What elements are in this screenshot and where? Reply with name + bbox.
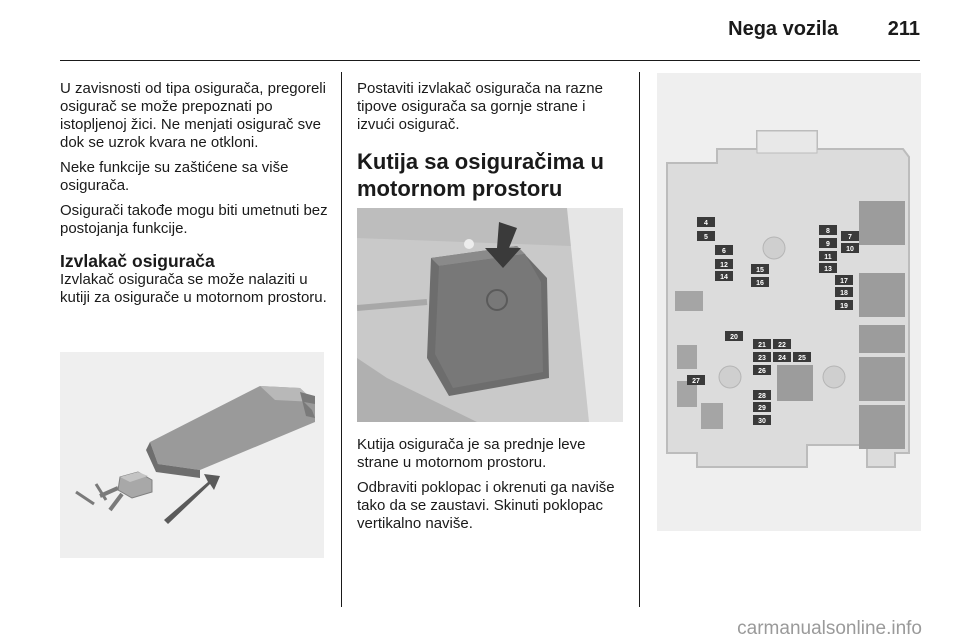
fuse-number-label: 15: [756, 267, 764, 274]
fuse-box-diagram: [657, 73, 921, 531]
middle-column-lower: [357, 436, 623, 540]
section-heading: Kutija sa osiguračima u motornom prostoru: [357, 149, 604, 201]
fuse-number-label: 21: [758, 342, 766, 349]
fuse-number-label: 24: [778, 355, 786, 362]
paragraph: Osigurači takođe mogu biti umetnuti bez postojanja funkcije.: [60, 202, 328, 237]
fuse-number-label: 22: [778, 342, 786, 349]
fuse-number-label: 12: [720, 262, 728, 269]
paragraph: Neke funkcije su zaštićene sa više osigurača.: [60, 159, 289, 194]
left-column: [60, 80, 328, 314]
subheading: Izvlakač osigurača: [60, 251, 215, 271]
fuse-number-label: 5: [704, 234, 708, 241]
section-title: Nega vozila: [728, 18, 839, 40]
middle-column: [357, 80, 623, 214]
paragraph: Kutija osigurača je sa prednje leve strane u motornom prostoru.: [357, 436, 586, 471]
page-number: 211: [887, 18, 920, 40]
header-rule: [60, 60, 920, 61]
fuse-puller-illustration: [60, 352, 324, 558]
paragraph: Postaviti izvlakač osigurača na razne tipove osigurača sa gornje strane i izvući osigurač.: [357, 80, 603, 133]
fuse-number-label: 10: [846, 246, 854, 253]
fuse-number-label: 26: [758, 368, 766, 375]
fuse-number-label: 9: [826, 241, 830, 248]
column-divider-right: [639, 72, 640, 607]
fuse-number-label: 6: [722, 248, 726, 255]
fuse-number-label: 7: [848, 234, 852, 241]
column-divider-left: [341, 72, 342, 607]
fuse-number-label: 16: [756, 280, 764, 287]
fuse-number-label: 8: [826, 228, 830, 235]
fuse-number-label: 13: [824, 266, 832, 273]
fuse-number-label: 25: [798, 355, 806, 362]
watermark: carmanualsonline.info: [737, 618, 922, 639]
page-header: [728, 18, 920, 41]
paragraph: U zavisnosti od tipa osigurača, pregoreli osigurač se može prepoznati po istopljenoj žici. Ne menjati osigurač sve dok se uzrok kvara ne otkloni.: [60, 80, 326, 151]
fuse-number-label: 18: [840, 290, 848, 297]
paragraph: Izvlakač osigurača se može nalaziti u kutiji za osigurače u motornom prostoru.: [60, 271, 327, 306]
fuse-number-label: 27: [692, 378, 700, 385]
fuse-number-label: 23: [758, 355, 766, 362]
fuse-number-label: 19: [840, 303, 848, 310]
fuse-number-label: 28: [758, 393, 766, 400]
fuse-number-label: 29: [758, 405, 766, 412]
engine-fuse-box-photo: [357, 208, 623, 422]
fuse-number-label: 30: [758, 418, 766, 425]
paragraph: Odbraviti poklopac i okrenuti ga naviše tako da se zaustavi. Skinuti poklopac vertikalno naviše.: [357, 479, 615, 532]
fuse-number-label: 11: [824, 254, 832, 261]
fuse-number-label: 20: [730, 334, 738, 341]
fuse-number-label: 14: [720, 274, 728, 281]
fuse-number-label: 17: [840, 278, 848, 285]
fuse-number-label: 4: [704, 220, 708, 227]
